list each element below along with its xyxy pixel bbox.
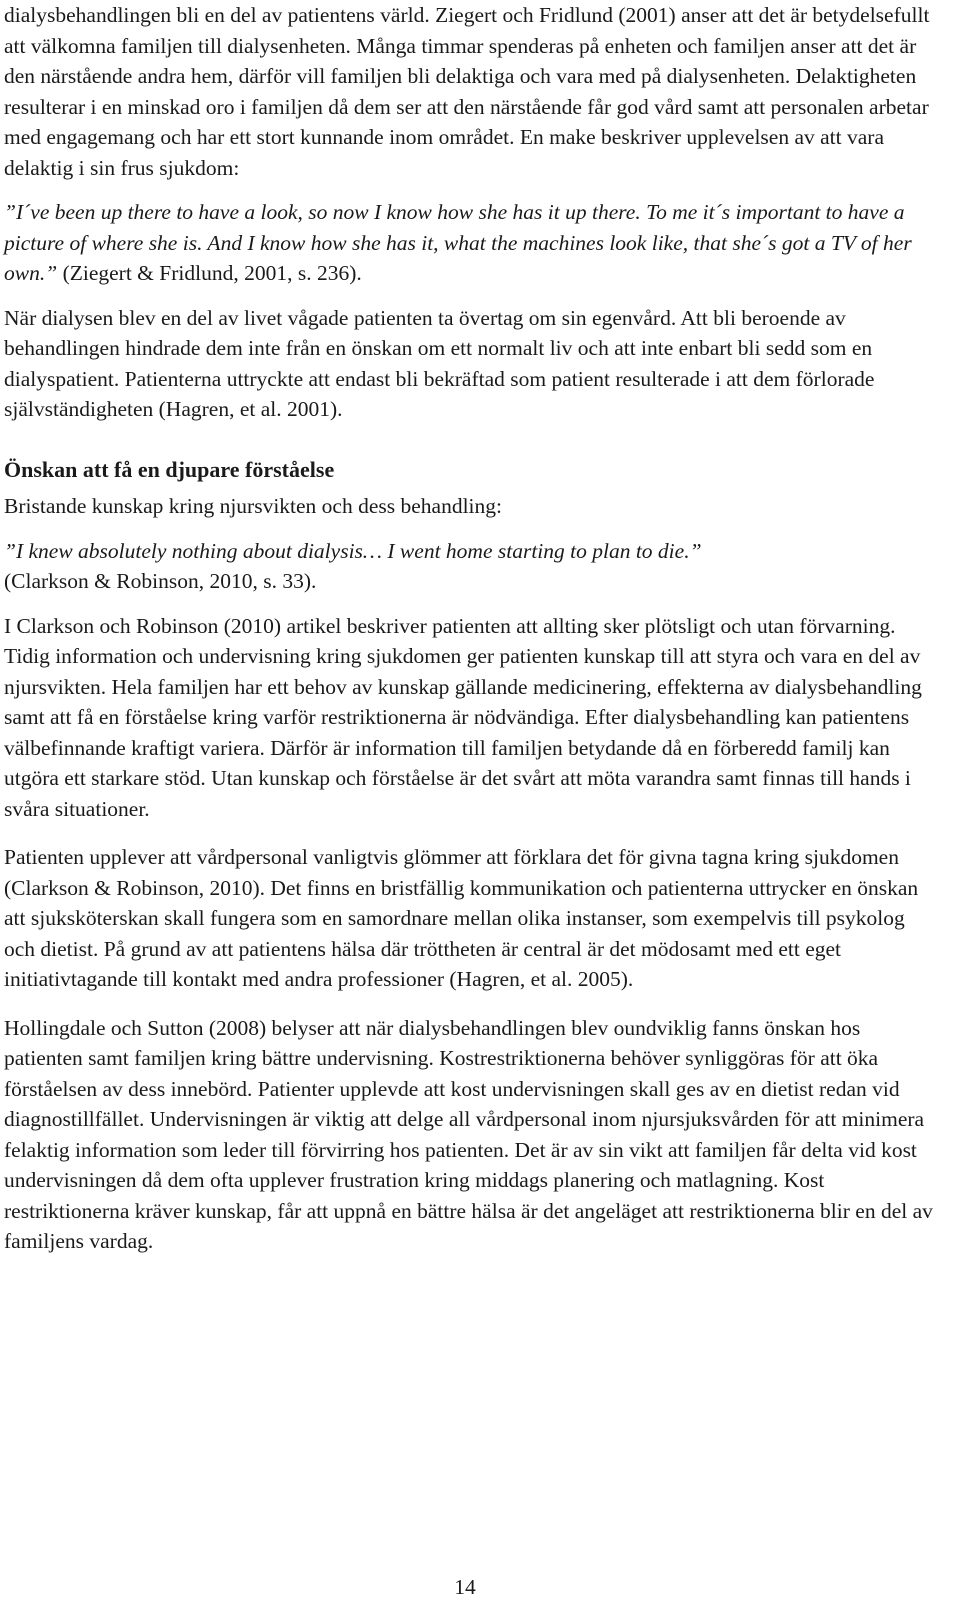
quote-dialysis-text: ”I knew absolutely nothing about dialysis… I went home starting to plan to die.” xyxy=(4,538,702,563)
quote-husband-text: ”I´ve been up there to have a look, so now I know how she has it up there. To me it´s important to have a picture of where she is. And I know how she has it, what the machines look like, that she´s got a TV of her own.” xyxy=(4,200,912,285)
quote-dialysis xyxy=(4,536,934,597)
paragraph-clarkson-robinson: I Clarkson och Robinson (2010) artikel beskriver patienten att allting sker plötsligt och utan förvarning. Tidig information och undervisning kring sjukdomen ger patienten kunskap till att styra och vara en del av njursvikten. Hela familjen har ett behov av kunskap gällande medicinering, effekterna av dialysbehandling samt att få en förståelse kring varför restriktionerna är nödvändiga. Efter dialysbehandling kan patientens välbefinnande kraftigt variera. Därför är information till familjen betydande då en förberedd familj kan utgöra ett starkare stöd. Utan kunskap och förståelse är det svårt att möta varandra samt finnas till hands i svåra situationer. xyxy=(4,613,922,821)
page-number: 14 xyxy=(454,1575,476,1599)
paragraph-lack-of-knowledge: Bristande kunskap kring njursvikten och dess behandling: xyxy=(4,494,503,518)
paragraph-self-care: När dialysen blev en del av livet vågade patienten ta övertag om sin egenvård. Att bli beroende av behandlingen hindrade dem inte från en önskan om ett normalt liv och att inte enbart bli sedd som en dialyspatient. Patienterna uttryckte att endast bli bekräftad som patient resulterade i att dem förlorade självständigheten (Hagren, et al. 2001). xyxy=(4,305,875,421)
paragraph-hollingdale-sutton: Hollingdale och Sutton (2008) belyser att när dialysbehandlingen blev oundviklig fanns önskan hos patienten samt familjen kring bättre undervisning. Kostrestriktionerna behöver synliggöras för att öka förståelsen av dess innebörd. Patienter upplevde att kost undervisningen skall ges av en dietist redan vid diagnostillfället. Undervisningen är viktig att delge all vårdpersonal inom njursjuksvården för att minimera felaktig information som leder till förvirring hos patienten. Det är av sin vikt att familjen får delta vid kost undervisningen då dem ofta upplever frustration kring middags planering och matlagning. Kost restriktionerna kräver kunskap, får att uppnå en bättre hälsa är det angeläget att restriktionerna blir en del av familjens vardag. xyxy=(4,1015,933,1253)
quote-husband-citation: (Ziegert & Fridlund, 2001, s. 236). xyxy=(57,261,362,285)
paragraph-communication: Patienten upplever att vårdpersonal vanligtvis glömmer att förklara det för givna tagna kring sjukdomen (Clarkson & Robinson, 2010). Det finns en bristfällig kommunikation och patienterna uttrycker en önskan att sjuksköterskan skall fungera som en samordnare mellan olika instanser, som exempelvis till psykolog och dietist. På grund av att patientens hälsa där tröttheten är central är det mödosamt med ett eget initiativtagande till kontakt med andra professioner (Hagren, et al. 2005). xyxy=(4,845,919,991)
paragraph-family-involvement: dialysbehandlingen bli en del av patientens värld. Ziegert och Fridlund (2001) anser att det är betydelsefullt att välkomna familjen till dialysenheten. Många timmar spenderas på enheten och familjen anser att det är den närstående andra hem, därför vill familjen bli delaktiga och vara med på dialysenheten. Delaktigheten resulterar i en minskad oro i familjen då dem ser att den närstående får god vård samt att personalen arbetar med engagemang och har ett stort kunnande inom området. En make beskriver upplevelsen av att vara delaktig i sin frus sjukdom: xyxy=(4,3,930,180)
quote-husband xyxy=(4,197,934,289)
document-page xyxy=(4,0,934,1257)
section-heading: Önskan att få en djupare förståelse xyxy=(4,456,335,482)
quote-dialysis-citation: (Clarkson & Robinson, 2010, s. 33). xyxy=(4,569,317,593)
